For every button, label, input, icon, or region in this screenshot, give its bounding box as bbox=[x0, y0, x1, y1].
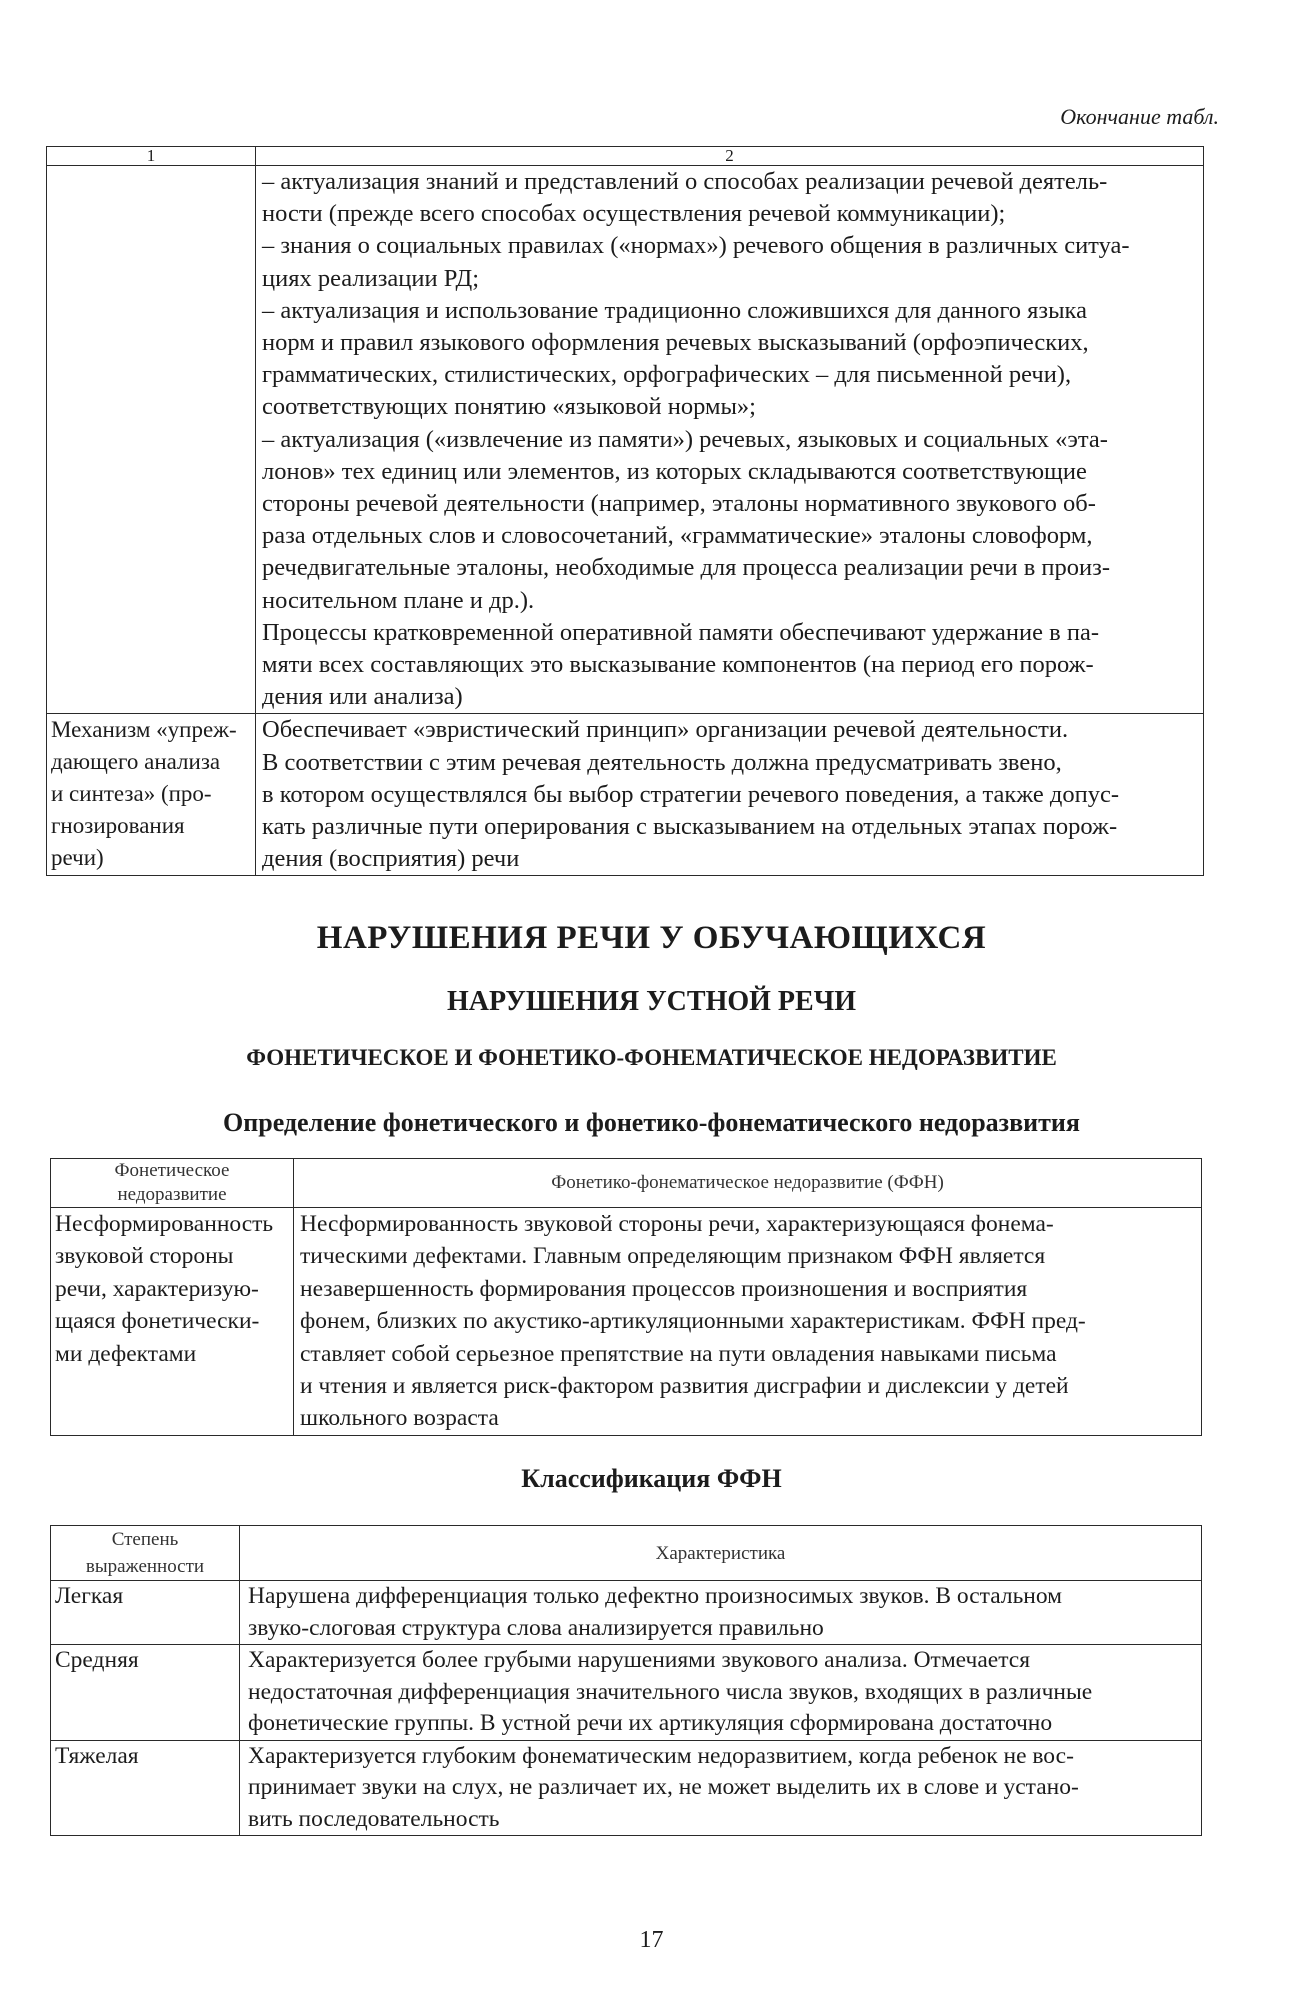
text-line: Степень bbox=[111, 1529, 179, 1550]
text-line: фонем, близких по акустико-артикуляционными характеристикам. ФФН пред- bbox=[300, 1308, 1086, 1335]
text-line: дающего анализа bbox=[51, 749, 221, 775]
text-line: Процессы кратковременной оперативной памяти обеспечивают удержание в па- bbox=[262, 618, 1099, 646]
empty-cell bbox=[47, 166, 256, 714]
text-line: в котором осуществлялся бы выбор стратегии речевого поведения, а также допус- bbox=[262, 780, 1120, 808]
text-line: – актуализация и использование традиционно сложившихся для данного языка bbox=[262, 296, 1087, 324]
text-line: носительном плане и др.). bbox=[262, 586, 535, 614]
section-title: НАРУШЕНИЯ РЕЧИ У ОБУЧАЮЩИХСЯ bbox=[316, 920, 987, 956]
text-line: и синтеза» (про- bbox=[51, 781, 212, 807]
text-line: грамматических, стилистических, орфографических – для письменной речи), bbox=[262, 361, 1072, 389]
text-line: Фонетическое bbox=[114, 1160, 230, 1181]
text-line: незавершенность формирования процессов произношения и восприятия bbox=[300, 1275, 1028, 1302]
text-line: ми дефектами bbox=[55, 1340, 197, 1367]
text-line: Характеризуется глубоким фонематическим недоразвитием, когда ребенок не вос- bbox=[248, 1742, 1074, 1769]
ffn-definition-cell bbox=[294, 1208, 1202, 1436]
text-line: Механизм «упреж- bbox=[51, 717, 237, 743]
text-line: недоразвитие bbox=[117, 1184, 227, 1205]
text-line: дения или анализа) bbox=[262, 683, 463, 711]
text-line: звуко-слоговая структура слова анализируется правильно bbox=[248, 1614, 824, 1641]
memory-description-cell bbox=[256, 166, 1204, 714]
subsubsection-title: ФОНЕТИЧЕСКОЕ И ФОНЕТИКО-ФОНЕМАТИЧЕСКОЕ НЕДОРАЗВИТИЕ bbox=[246, 1045, 1057, 1070]
characteristic-cell bbox=[240, 1740, 1202, 1836]
text-line: фонетические группы. В устной речи их артикуляция сформирована достаточно bbox=[248, 1710, 1053, 1736]
table-row bbox=[47, 166, 1204, 714]
text-line: кать различные пути оперирования с высказыванием на отдельных этапах порож- bbox=[262, 813, 1118, 841]
text-line: выраженности bbox=[85, 1556, 205, 1577]
text-line: раза отдельных слов и словосочетаний, «грамматические» эталоны словоформ, bbox=[262, 522, 1093, 550]
text-line: гнозирования bbox=[51, 813, 185, 839]
text-line: щаяся фонетически- bbox=[55, 1308, 260, 1335]
phonetic-definition-cell bbox=[51, 1208, 294, 1436]
table-row bbox=[47, 714, 1204, 876]
table-header-row bbox=[51, 1526, 1202, 1581]
text-line: речи, характеризую- bbox=[55, 1275, 259, 1302]
text-line: мяти всех составляющих это высказывание компонентов (на период его порож- bbox=[262, 651, 1094, 679]
header-phonetic bbox=[51, 1159, 294, 1208]
page-number: 17 bbox=[639, 1927, 664, 1953]
text-line: соответствующих понятию «языковой нормы»; bbox=[262, 393, 756, 421]
column-number-1: 1 bbox=[47, 147, 256, 166]
table-row bbox=[51, 1645, 1202, 1741]
text-line: Несформированность bbox=[55, 1211, 274, 1237]
text-line: вить последовательность bbox=[248, 1805, 500, 1832]
table-header-row bbox=[47, 147, 1204, 166]
text-line: тическими дефектами. Главным определяющим признаком ФФН является bbox=[300, 1243, 1046, 1270]
table-continuation bbox=[46, 146, 1204, 876]
text-line: ности (прежде всего способах осуществления речевой коммуникации); bbox=[262, 200, 1006, 228]
text-line: звуковой стороны bbox=[55, 1243, 234, 1270]
text-line: Обеспечивает «эвристический принцип» организации речевой деятельности. bbox=[262, 716, 1069, 744]
table-header-row bbox=[51, 1159, 1202, 1208]
text-line: и чтения и является риск-фактором развития дисграфии и дислексии у детей bbox=[300, 1373, 1069, 1400]
text-line: Нарушена дифференциация только дефектно произносимых звуков. В остальном bbox=[248, 1583, 1063, 1609]
table-classification bbox=[50, 1525, 1202, 1836]
text-line: – актуализация («извлечение из памяти») речевых, языковых и социальных «эта- bbox=[262, 425, 1108, 453]
text-line: циях реализации РД; bbox=[262, 264, 480, 292]
running-head: Окончание табл. bbox=[1060, 104, 1219, 129]
text-line: дения (восприятия) речи bbox=[262, 845, 520, 873]
subsection-title: НАРУШЕНИЯ УСТНОЙ РЕЧИ bbox=[446, 986, 857, 1017]
text-line: – знания о социальных правилах («нормах») речевого общения в различных ситуа- bbox=[262, 232, 1130, 260]
text-line: речедвигательные эталоны, необходимые для процесса реализации речи в произ- bbox=[262, 554, 1110, 582]
characteristic-cell bbox=[240, 1645, 1202, 1741]
text-line: стороны речевой деятельности (например, эталоны нормативного звукового об- bbox=[262, 490, 1096, 518]
degree-cell: Тяжелая bbox=[51, 1740, 240, 1836]
table-row bbox=[51, 1208, 1202, 1436]
header-ffn: Фонетико-фонематическое недоразвитие (ФФН) bbox=[294, 1159, 1202, 1208]
text-line: Несформированность звуковой стороны речи, характеризующаяся фонема- bbox=[300, 1211, 1054, 1237]
header-degree bbox=[51, 1526, 240, 1581]
table-row bbox=[51, 1740, 1202, 1836]
text-line: принимает звуки на слух, не различает их, не может выделить их в слове и устано- bbox=[248, 1774, 1079, 1800]
characteristic-cell bbox=[240, 1581, 1202, 1645]
table-row bbox=[51, 1581, 1202, 1645]
table-definition bbox=[50, 1158, 1202, 1436]
degree-cell: Легкая bbox=[51, 1581, 240, 1645]
text-line: речи) bbox=[51, 845, 104, 871]
text-line: норм и правил языкового оформления речевых высказываний (орфоэпических, bbox=[262, 329, 1089, 357]
text-line: лонов» тех единиц или элементов, из которых складываются соответствующие bbox=[262, 457, 1087, 485]
table-caption-classification: Классификация ФФН bbox=[521, 1464, 782, 1493]
table-caption-definition: Определение фонетического и фонетико-фонематического недоразвития bbox=[223, 1108, 1080, 1137]
text-line: В соответствии с этим речевая деятельность должна предусматривать звено, bbox=[262, 748, 1062, 776]
text-line: школьного возраста bbox=[300, 1405, 499, 1432]
mechanism-label-cell bbox=[47, 714, 256, 876]
column-number-2: 2 bbox=[256, 147, 1204, 166]
mechanism-description-cell bbox=[256, 714, 1204, 876]
text-line: ставляет собой серьезное препятствие на пути овладения навыками письма bbox=[300, 1340, 1057, 1367]
text-line: недостаточная дифференциация значительного числа звуков, входящих в различные bbox=[248, 1678, 1093, 1705]
text-line: Характеризуется более грубыми нарушениями звукового анализа. Отмечается bbox=[248, 1647, 1031, 1673]
text-line: – актуализация знаний и представлений о способах реализации речевой деятель- bbox=[262, 168, 1108, 195]
degree-cell: Средняя bbox=[51, 1645, 240, 1741]
header-characteristic: Характеристика bbox=[240, 1526, 1202, 1581]
